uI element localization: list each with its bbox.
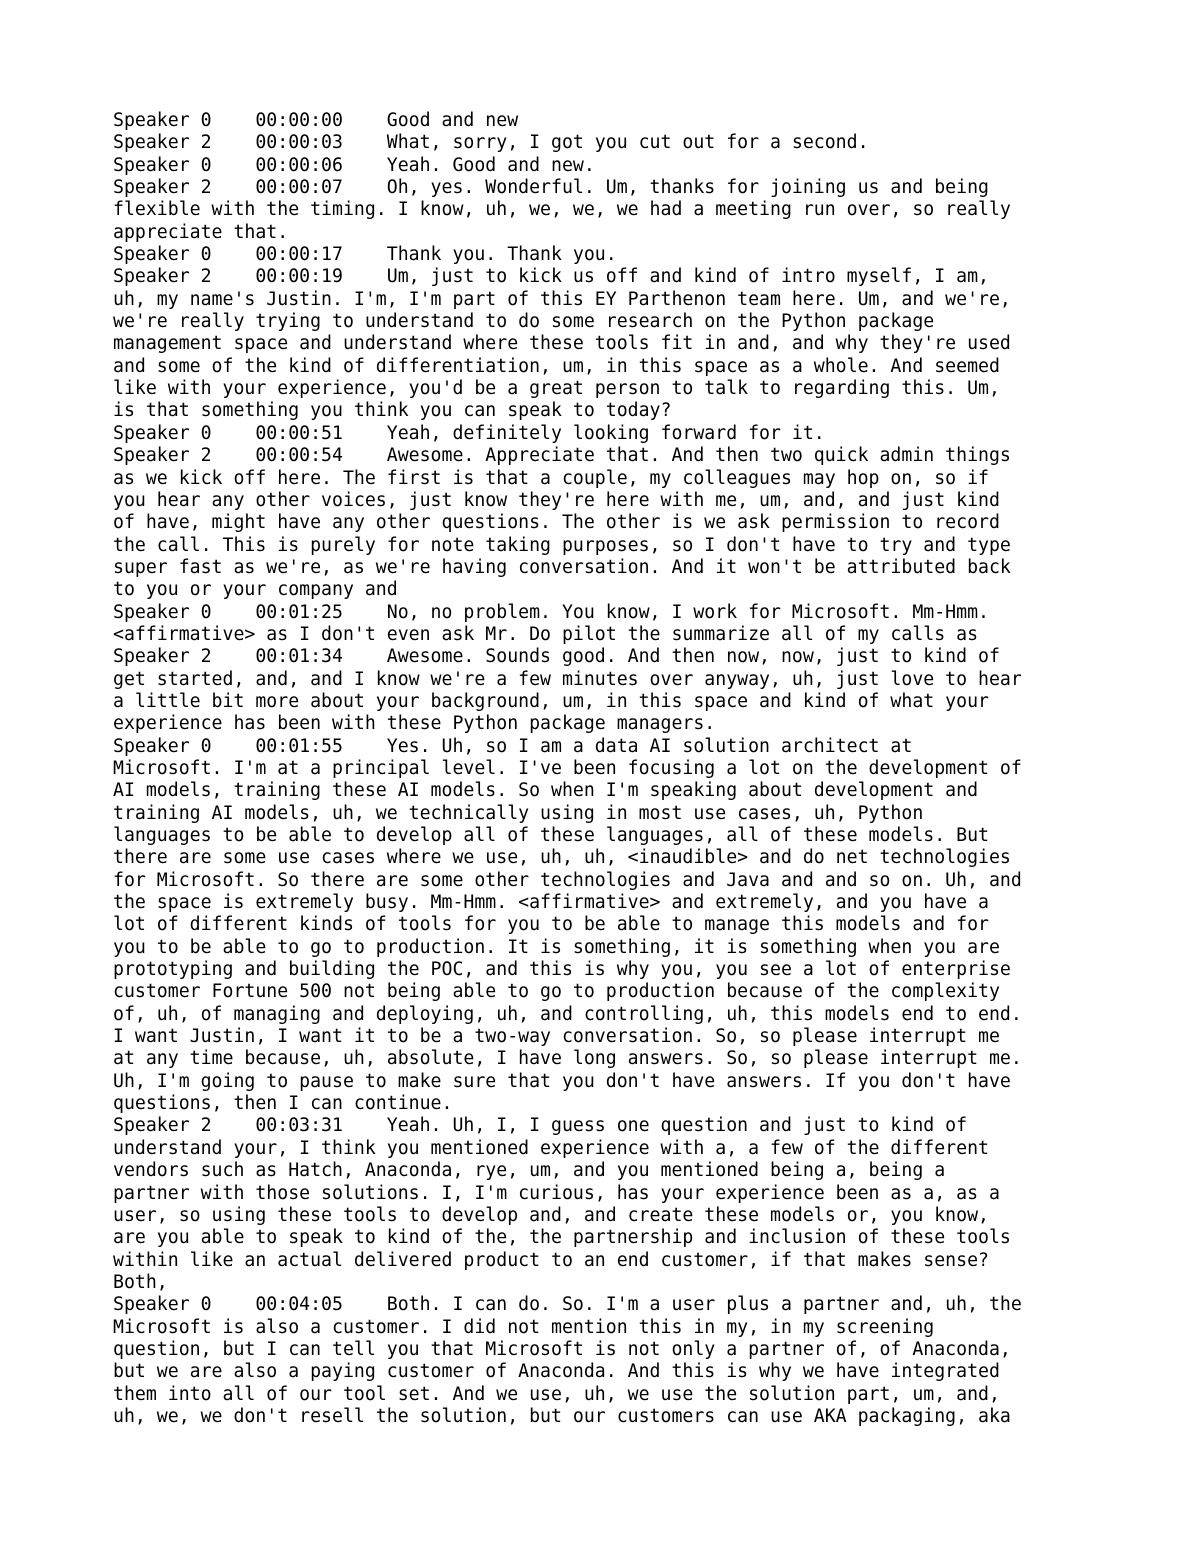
transcript-line: and some of the kind of differentiation, um, in this space as a whole. And seemed: [113, 355, 1000, 377]
transcript-line: Speaker 0 00:00:06 Yeah. Good and new.: [113, 154, 595, 176]
transcript-line: Speaker 0 00:00:17 Thank you. Thank you.: [113, 244, 617, 266]
transcript-line: Speaker 2 00:00:03 What, sorry, I got you cut out for a second.: [113, 132, 869, 154]
transcript-line: is that something you think you can speak to today?: [113, 400, 672, 422]
transcript-line: languages to be able to develop all of these languages, all of these models. But: [113, 825, 989, 846]
transcript-line: of have, might have any other questions. The other is we ask permission to record: [113, 512, 1000, 534]
transcript-line: uh, we, we don't resell the solution, but our customers can use AKA packaging, aka: [113, 1405, 1011, 1427]
transcript-line: understand your, I think you mentioned experience with a, a few of the different: [113, 1137, 989, 1159]
transcript-line: Speaker 0 00:00:51 Yeah, definitely looking forward for it.: [113, 422, 825, 444]
transcript-line: you hear any other voices, just know they're here with me, um, and, and just kind: [113, 489, 1000, 511]
transcript-line: Speaker 0 00:00:00 Good and new: [113, 110, 519, 131]
transcript-line: Speaker 2 00:00:19 Um, just to kick us off and kind of intro myself, I am,: [113, 266, 989, 288]
transcript-line: Speaker 0 00:01:25 No, no problem. You know, I work for Microsoft. Mm-Hmm.: [113, 601, 989, 623]
transcript-line: get started, and, and I know we're a few minutes over anyway, uh, just love to hear: [113, 668, 1022, 690]
transcript-line: customer Fortune 500 not being able to go to production because of the complexity: [113, 981, 1000, 1003]
transcript-line: of, uh, of managing and deploying, uh, and controlling, uh, this models end to end.: [113, 1003, 1022, 1025]
transcript-line: you to be able to go to production. It is something, it is something when you are: [113, 936, 1000, 958]
transcript-line: partner with those solutions. I, I'm curious, has your experience been as a, as a: [113, 1182, 1000, 1204]
transcript-line: like with your experience, you'd be a great person to talk to regarding this. Um,: [113, 378, 1000, 400]
transcript-line: at any time because, uh, absolute, I have long answers. So, so please interrupt me.: [113, 1048, 1022, 1070]
transcript-line: Speaker 2 00:01:34 Awesome. Sounds good. And then now, now, just to kind of: [113, 646, 1000, 668]
transcript-line: I want Justin, I want it to be a two-way conversation. So, so please interrupt me: [113, 1026, 1000, 1048]
transcript-line: we're really trying to understand to do some research on the Python package: [113, 311, 935, 333]
transcript-line: <affirmative> as I don't even ask Mr. Do pilot the summarize all of my calls as: [113, 623, 979, 645]
transcript-line: within like an actual delivered product to an end customer, if that makes sense?: [113, 1249, 989, 1271]
transcript-line: Speaker 0 00:04:05 Both. I can do. So. I'm a user plus a partner and, uh, the: [113, 1294, 1022, 1316]
transcript-line: appreciate that.: [113, 221, 289, 243]
transcript-line: to you or your company and: [113, 579, 398, 601]
transcript-line: user, so using these tools to develop and, and create these models or, you know,: [113, 1204, 989, 1226]
transcript-line: prototyping and building the POC, and this is why you, you see a lot of enterprise: [113, 959, 1011, 981]
transcript-line: Speaker 2 00:00:07 Oh, yes. Wonderful. Um, thanks for joining us and being: [113, 177, 989, 199]
transcript-line: Both,: [113, 1271, 168, 1293]
transcript-line: super fast as we're, as we're having conversation. And it won't be attributed back: [113, 556, 1011, 578]
transcript-line: but we are also a paying customer of Anaconda. And this is why we have integrated: [113, 1361, 1000, 1383]
transcript-line: are you able to speak to kind of the, the partnership and inclusion of these tools: [113, 1227, 1011, 1249]
transcript-line: for Microsoft. So there are some other technologies and Java and and so on. Uh, and: [113, 869, 1022, 891]
transcript-line: Microsoft. I'm at a principal level. I've been focusing a lot on the development of: [113, 757, 1022, 779]
transcript-line: training AI models, uh, we technically using in most use cases, uh, Python: [113, 802, 924, 824]
transcript-line: flexible with the timing. I know, uh, we, we, we had a meeting run over, so really: [113, 199, 1011, 221]
transcript-line: vendors such as Hatch, Anaconda, rye, um, and you mentioned being a, being a: [113, 1160, 946, 1182]
transcript-line: Speaker 0 00:01:55 Yes. Uh, so I am a data AI solution architect at: [113, 735, 913, 757]
transcript-line: Microsoft is also a customer. I did not mention this in my, in my screening: [113, 1316, 935, 1338]
transcript-line: AI models, training these AI models. So when I'm speaking about development and: [113, 780, 979, 802]
transcript-line: question, but I can tell you that Microsoft is not only a partner of, of Anaconda,: [113, 1338, 1011, 1360]
transcript-line: Uh, I'm going to pause to make sure that you don't have answers. If you don't have: [113, 1070, 1011, 1092]
transcript-line: there are some use cases where we use, uh, uh, <inaudible> and do net technologies: [113, 847, 1011, 869]
transcript-line: questions, then I can continue.: [113, 1093, 453, 1115]
transcript-line: a little bit more about your background, um, in this space and kind of what your: [113, 690, 989, 712]
transcript-line: management space and understand where these tools fit in and, and why they're used: [113, 333, 1011, 355]
transcript-line: as we kick off here. The first is that a couple, my colleagues may hop on, so if: [113, 467, 989, 489]
transcript-line: Speaker 2 00:03:31 Yeah. Uh, I, I guess one question and just to kind of: [113, 1115, 968, 1137]
transcript-line: the call. This is purely for note taking purposes, so I don't have to try and type: [113, 534, 1011, 556]
transcript-line: lot of different kinds of tools for you to be able to manage this models and for: [113, 914, 989, 936]
transcript-line: uh, my name's Justin. I'm, I'm part of this EY Parthenon team here. Um, and we're,: [113, 288, 1011, 310]
transcript-line: experience has been with these Python package managers.: [113, 713, 716, 735]
transcript-body: [113, 110, 1103, 1428]
transcript-line: the space is extremely busy. Mm-Hmm. <affirmative> and extremely, and you have a: [113, 892, 989, 914]
transcript-line: them into all of our tool set. And we use, uh, we use the solution part, um, and,: [113, 1383, 1000, 1405]
transcript-line: Speaker 2 00:00:54 Awesome. Appreciate that. And then two quick admin things: [113, 445, 1011, 467]
